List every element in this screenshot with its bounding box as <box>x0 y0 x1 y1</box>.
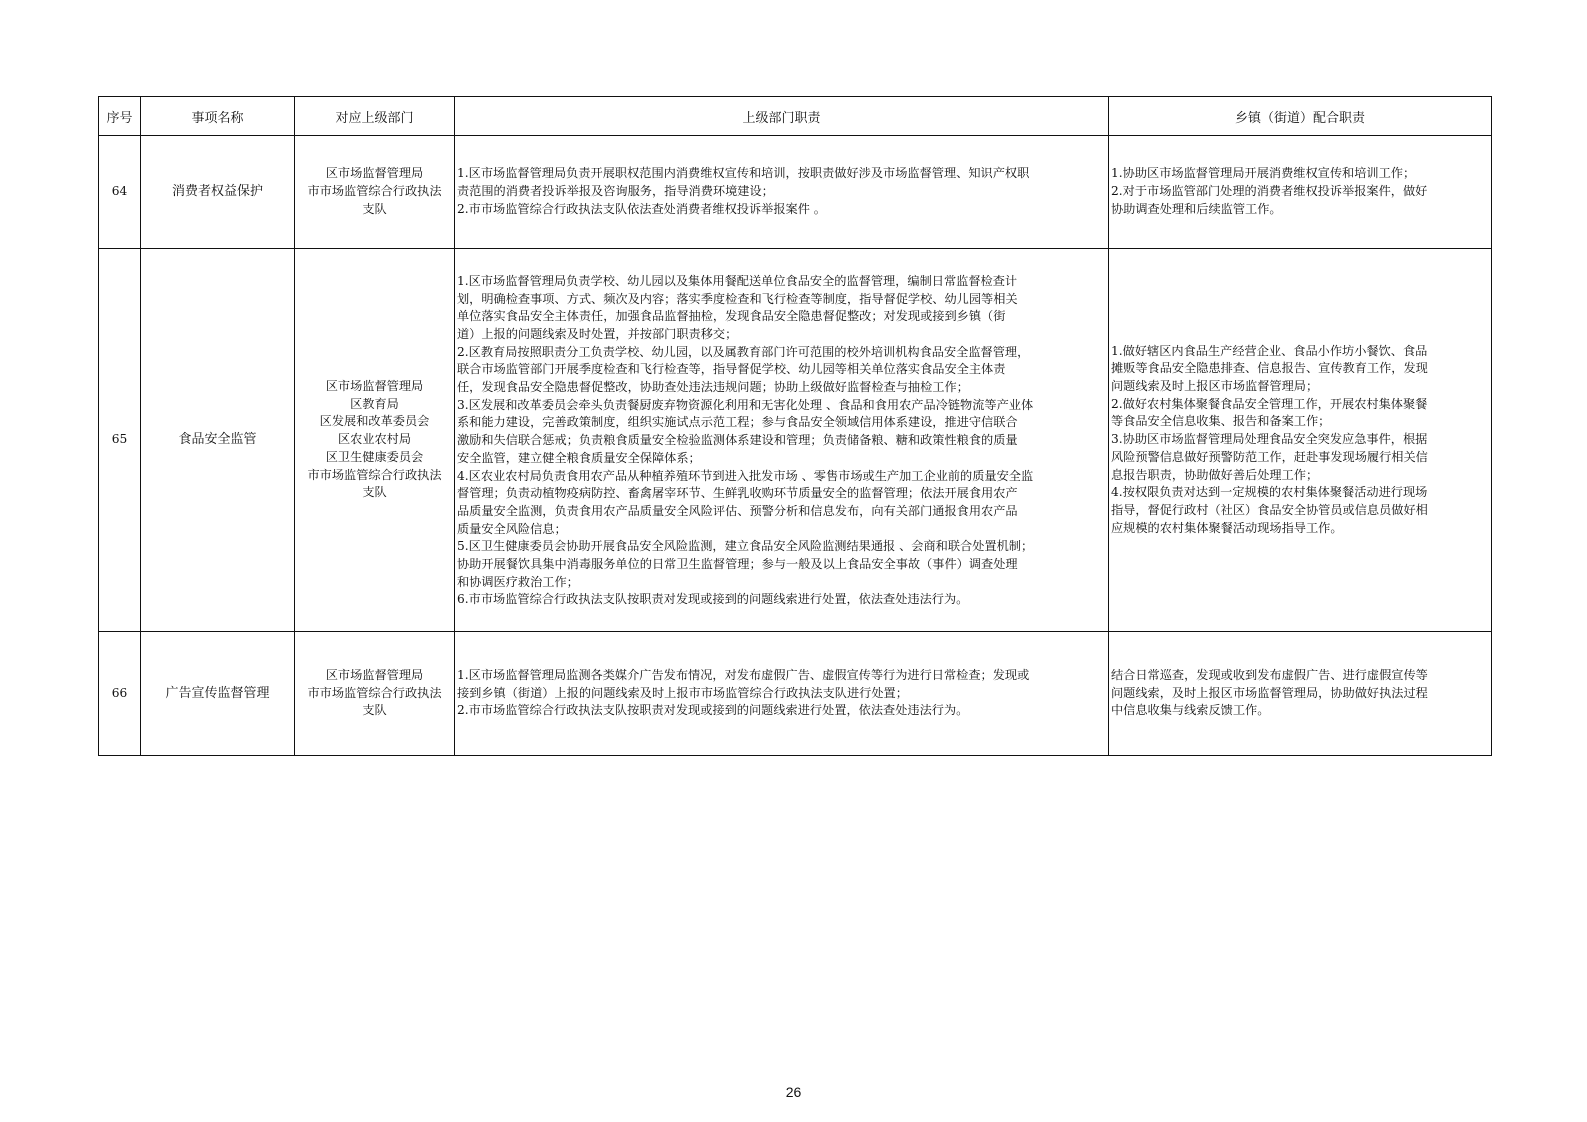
dept-line: 区市场监督管理局 <box>325 379 424 394</box>
dept-line: 区发展和改革委员会 <box>319 414 430 429</box>
header-row <box>99 97 1492 136</box>
header-dept: 对应上级部门 <box>295 97 455 136</box>
duty-line: 安全监管，建立健全粮食质量安全保障体系； <box>457 450 701 465</box>
row-upper-duty <box>455 136 1109 249</box>
duty-line: 责范围的消费者投诉举报及咨询服务，指导消费环境建设； <box>457 184 774 199</box>
duty-line: 风险预警信息做好预警防范工作，赶赴事发现场履行相关信 <box>1111 449 1428 464</box>
row-seq: 65 <box>99 249 141 632</box>
duty-line: 3.区发展和改革委员会牵头负责餐厨废弃物资源化利用和无害化处理 、食品和食用农产品冷链物流等产业体 <box>457 397 1034 412</box>
dept-line: 市市场监管综合行政执法 <box>307 685 442 700</box>
duty-line: 道）上报的问题线索及时处置，并按部门职责移交； <box>457 326 738 341</box>
duty-line: 接到乡镇（街道）上报的问题线索及时上报市市场监管综合行政执法支队进行处置； <box>457 685 908 700</box>
duty-table <box>98 96 1492 756</box>
row-item-name: 食品安全监管 <box>141 249 295 632</box>
duty-line: 任，发现食品安全隐患督促整改，协助查处违法违规问题；协助上级做好监督检查与抽检工作； <box>457 380 969 395</box>
duty-line: 督管理；负责动植物疫病防控、畜禽屠宰环节、生鲜乳收购环节质量安全的监督管理；依法开展食用农产 <box>457 486 1018 501</box>
row-departments <box>295 136 455 249</box>
duty-line: 中信息收集与线索反馈工作。 <box>1111 703 1270 718</box>
dept-line: 区市场监督管理局 <box>325 667 424 682</box>
dept-line: 支队 <box>362 703 387 718</box>
duty-line: 激励和失信联合惩戒；负责粮食质量安全检验监测体系建设和管理；负责储备粮、糖和政策性粮食的质量 <box>457 433 1018 448</box>
duty-line: 协助调查处理和后续监管工作。 <box>1111 201 1282 216</box>
duty-line: 划，明确检查事项、方式、频次及内容；落实季度检查和飞行检查等制度，指导督促学校、幼儿园等相关 <box>457 291 1018 306</box>
duty-line: 2.区教育局按照职责分工负责学校、幼儿园，以及属教育部门许可范围的校外培训机构食品安全监督管理， <box>457 344 1030 359</box>
duty-line: 协助开展餐饮具集中消毒服务单位的日常卫生监督管理；参与一般及以上食品安全事故（事件）调查处理 <box>457 557 1018 572</box>
duty-line: 1.区市场监督管理局负责开展职权范围内消费维权宣传和培训，按职责做好涉及市场监督管理、知识产权职 <box>457 166 1030 181</box>
duty-line: 1.区市场监督管理局监测各类媒介广告发布情况，对发布虚假广告、虚假宣传等行为进行日常检查；发现或 <box>457 667 1030 682</box>
duty-line: 1.区市场监督管理局负责学校、幼儿园以及集体用餐配送单位食品安全的监督管理，编制日常监督检查计 <box>457 273 1018 288</box>
dept-line: 支队 <box>362 485 387 500</box>
duty-line: 2.对于市场监管部门处理的消费者维权投诉举报案件，做好 <box>1111 184 1428 199</box>
duty-line: 问题线索，及时上报区市场监督管理局，协助做好执法过程 <box>1111 685 1428 700</box>
duty-line: 2.市市场监管综合行政执法支队按职责对发现或接到的问题线索进行处置，依法查处违法行为。 <box>457 703 969 718</box>
duty-line: 1.协助区市场监督管理局开展消费维权宣传和培训工作； <box>1111 166 1416 181</box>
row-upper-duty <box>455 632 1109 756</box>
dept-line: 区卫生健康委员会 <box>325 449 424 464</box>
row-town-duty <box>1109 249 1492 632</box>
header-seq: 序号 <box>99 97 141 136</box>
page-number: 26 <box>785 1084 802 1100</box>
table-row <box>99 249 1492 632</box>
duty-line: 息报告职责，协助做好善后处理工作； <box>1111 467 1319 482</box>
duty-line: 单位落实食品安全主体责任，加强食品监督抽检，发现食品安全隐患督促整改；对发现或接到乡镇（街 <box>457 309 1006 324</box>
dept-line: 区教育局 <box>350 396 399 411</box>
table-row <box>99 136 1492 249</box>
row-town-duty <box>1109 136 1492 249</box>
duty-line: 1.做好辖区内食品生产经营企业、食品小作坊小餐饮、食品 <box>1111 343 1428 358</box>
row-seq: 64 <box>99 136 141 249</box>
row-departments <box>295 249 455 632</box>
duty-line: 等食品安全信息收集、报告和备案工作； <box>1111 414 1331 429</box>
dept-line: 支队 <box>362 201 387 216</box>
row-item-name: 广告宣传监督管理 <box>141 632 295 756</box>
duty-line: 摊贩等食品安全隐患排查、信息报告、宣传教育工作，发现 <box>1111 361 1428 376</box>
duty-line: 应规模的农村集体聚餐活动现场指导工作。 <box>1111 520 1343 535</box>
duty-line: 4.按权限负责对达到一定规模的农村集体聚餐活动进行现场 <box>1111 485 1428 500</box>
dept-line: 市市场监管综合行政执法 <box>307 184 442 199</box>
row-departments <box>295 632 455 756</box>
duty-line: 2.做好农村集体聚餐食品安全管理工作，开展农村集体聚餐 <box>1111 396 1428 411</box>
dept-line: 市市场监管综合行政执法 <box>307 467 442 482</box>
duty-line: 问题线索及时上报区市场监督管理局； <box>1111 379 1319 394</box>
duty-line: 2.市市场监管综合行政执法支队依法查处消费者维权投诉举报案件 。 <box>457 201 826 216</box>
duty-line: 5.区卫生健康委员会协助开展食品安全风险监测，建立食品安全风险监测结果通报 、会商和联合处置机制； <box>457 539 1034 554</box>
header-name: 事项名称 <box>141 97 295 136</box>
duty-line: 质量安全风险信息； <box>457 521 567 536</box>
duty-line: 品质量安全监测，负责食用农产品质量安全风险评估、预警分析和信息发布，向有关部门通报食用农产品 <box>457 503 1018 518</box>
duty-line: 指导，督促行政村（社区）食品安全协管员或信息员做好相 <box>1111 502 1428 517</box>
duty-line: 结合日常巡查，发现或收到发布虚假广告、进行虚假宣传等 <box>1111 667 1428 682</box>
dept-line: 区市场监督管理局 <box>325 166 424 181</box>
duty-line: 3.协助区市场监督管理局处理食品安全突发应急事件，根据 <box>1111 432 1428 447</box>
row-town-duty <box>1109 632 1492 756</box>
duty-line: 6.市市场监管综合行政执法支队按职责对发现或接到的问题线索进行处置，依法查处违法行为。 <box>457 592 969 607</box>
duty-line: 4.区农业农村局负责食用农产品从种植养殖环节到进入批发市场 、零售市场或生产加工企业前的质量安全监 <box>457 468 1034 483</box>
table-row <box>99 632 1492 756</box>
duty-line: 和协调医疗救治工作； <box>457 574 579 589</box>
duty-line: 联合市场监管部门开展季度检查和飞行检查等，指导督促学校、幼儿园等相关单位落实食品安全主体责 <box>457 362 1006 377</box>
row-upper-duty <box>455 249 1109 632</box>
row-item-name: 消费者权益保护 <box>141 136 295 249</box>
duty-line: 系和能力建设，完善政策制度，组织实施试点示范工程；参与食品安全领域信用体系建设，推进守信联合 <box>457 415 1018 430</box>
header-upper-duty: 上级部门职责 <box>455 97 1109 136</box>
row-seq: 66 <box>99 632 141 756</box>
dept-line: 区农业农村局 <box>337 432 412 447</box>
header-town-duty: 乡镇（街道）配合职责 <box>1109 97 1492 136</box>
